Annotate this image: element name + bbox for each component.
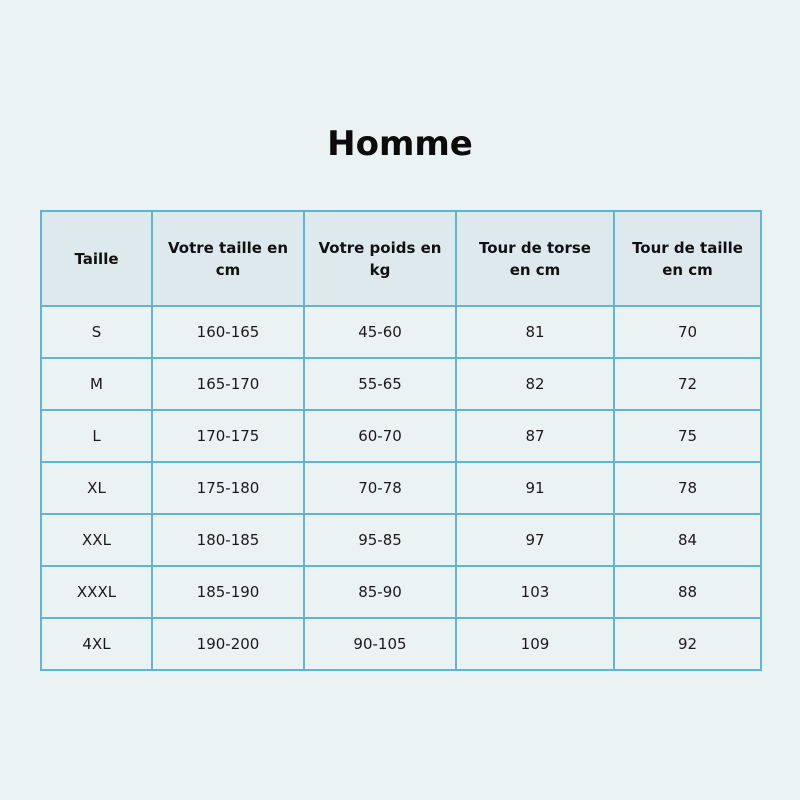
- cell-chest: 91: [456, 462, 614, 514]
- header-weight: Votre poids en kg: [304, 211, 456, 306]
- cell-weight: 90-105: [304, 618, 456, 670]
- table-row: [41, 410, 761, 462]
- cell-height: 160-165: [152, 306, 304, 358]
- cell-waist: 88: [614, 566, 761, 618]
- cell-size: XL: [41, 462, 152, 514]
- cell-waist: 75: [614, 410, 761, 462]
- cell-waist: 78: [614, 462, 761, 514]
- header-height: Votre taille en cm: [152, 211, 304, 306]
- cell-height: 175-180: [152, 462, 304, 514]
- table-row: [41, 618, 761, 670]
- table-row: [41, 358, 761, 410]
- table-row: [41, 462, 761, 514]
- table-row: [41, 514, 761, 566]
- cell-height: 185-190: [152, 566, 304, 618]
- cell-height: 190-200: [152, 618, 304, 670]
- cell-chest: 82: [456, 358, 614, 410]
- cell-height: 170-175: [152, 410, 304, 462]
- cell-weight: 85-90: [304, 566, 456, 618]
- page-title: Homme: [327, 124, 473, 164]
- cell-size: XXL: [41, 514, 152, 566]
- cell-weight: 55-65: [304, 358, 456, 410]
- size-chart-table: [40, 210, 762, 671]
- cell-chest: 103: [456, 566, 614, 618]
- cell-chest: 81: [456, 306, 614, 358]
- table-row: [41, 566, 761, 618]
- cell-waist: 84: [614, 514, 761, 566]
- cell-height: 180-185: [152, 514, 304, 566]
- header-chest: Tour de torse en cm: [456, 211, 614, 306]
- cell-height: 165-170: [152, 358, 304, 410]
- cell-weight: 60-70: [304, 410, 456, 462]
- cell-size: S: [41, 306, 152, 358]
- cell-waist: 70: [614, 306, 761, 358]
- cell-weight: 45-60: [304, 306, 456, 358]
- cell-size: M: [41, 358, 152, 410]
- cell-weight: 70-78: [304, 462, 456, 514]
- table-row: [41, 306, 761, 358]
- cell-chest: 97: [456, 514, 614, 566]
- cell-weight: 95-85: [304, 514, 456, 566]
- cell-chest: 87: [456, 410, 614, 462]
- header-waist: Tour de taille en cm: [614, 211, 761, 306]
- cell-size: XXXL: [41, 566, 152, 618]
- cell-waist: 72: [614, 358, 761, 410]
- table-header-row: [41, 211, 761, 306]
- cell-size: 4XL: [41, 618, 152, 670]
- cell-waist: 92: [614, 618, 761, 670]
- cell-chest: 109: [456, 618, 614, 670]
- cell-size: L: [41, 410, 152, 462]
- header-size: Taille: [41, 211, 152, 306]
